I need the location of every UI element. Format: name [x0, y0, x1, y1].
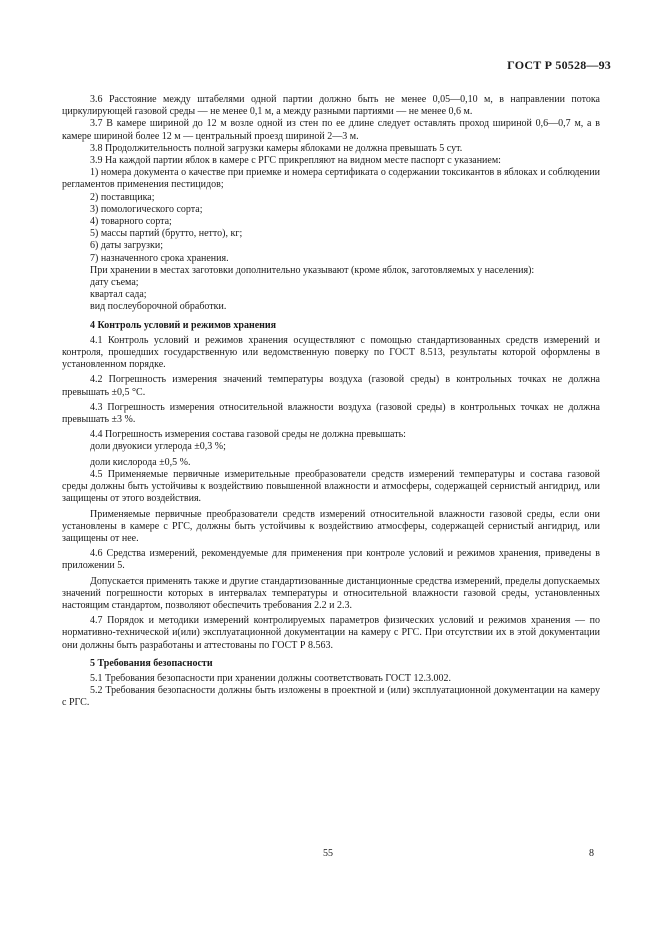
clause-5-2: 5.2 Требования безопасности должны быть изложены в проектной и (или) эксплуатационной документации на камеру с РГС.	[62, 685, 600, 709]
clause-4-6-cont: Допускается применять также и другие стандартизованные дистанционные средства измерений, пределы допускаемых значений погрешности которых в интервалах температуры и относительной влажности газовой среды, установленных настоящим стандартом, позволяют обеспечить требования 2.2 и 2.3.	[62, 575, 600, 611]
clause-4-7: 4.7 Порядок и методики измерений контролируемых параметров физических условий и режимов хранения — по нормативно-технической и(или) эксплуатационной документации на камеру с РГС. При отсутствии их в этой документации они должны быть разработаны и аттестованы по ГОСТ Р 8.563.	[62, 615, 600, 651]
page-number: 55	[323, 848, 333, 859]
additional-item-orchard-block: квартал сада;	[90, 289, 147, 301]
clause-3-9: 3.9 На каждой партии яблок в камере с РГС прикрепляют на видном месте паспорт с указанием:	[90, 155, 501, 167]
additional-item-treatment: вид послеуборочной обработки.	[90, 301, 227, 313]
list-item-7: 7) назначенного срока хранения.	[90, 252, 229, 264]
section-4-title: 4 Контроль условий и режимов хранения	[90, 319, 277, 331]
list-item-1: 1) номера документа о качестве при приемке и номера сертификата о содержании токсикантов в яблоках и соблюдении регламентов применения пестицидов;	[62, 167, 600, 191]
additional-note: При хранении в местах заготовки дополнительно указывают (кроме яблок, заготовляемых у населения):	[90, 264, 535, 276]
clause-3-7: 3.7 В камере шириной до 12 м возле одной из стен по ее длине следует оставлять проход шириной 0,6—0,7 м, а в камере шириной более 12 м — центральный проезд шириной 2—3 м.	[62, 118, 600, 142]
clause-4-3: 4.3 Погрешность измерения относительной влажности воздуха (газовой среды) в контрольных точках не должна превышать ±3 %.	[62, 401, 600, 426]
list-item-2: 2) поставщика;	[90, 191, 155, 203]
document-body	[62, 94, 600, 710]
co2-tolerance: доли двуокиси углерода ±0,3 %;	[90, 441, 226, 453]
clause-4-4: 4.4 Погрешность измерения состава газовой среды не должна превышать:	[90, 429, 406, 441]
list-item-5: 5) массы партий (брутто, нетто), кг;	[90, 228, 243, 240]
sheet-number: 8	[589, 848, 594, 859]
list-item-4: 4) товарного сорта;	[90, 216, 172, 228]
additional-item-harvest-date: дату съема;	[90, 277, 139, 289]
list-item-3: 3) помологического сорта;	[90, 203, 203, 215]
list-item-6: 6) даты загрузки;	[90, 240, 163, 252]
clause-4-1: 4.1 Контроль условий и режимов хранения осуществляют с помощью стандартизованных средств измерений и контроля, прошедших государственную или ведомственную поверку по ГОСТ 8.513, результаты которой оформлены в установленном порядке.	[62, 334, 600, 371]
clause-4-5: 4.5 Применяемые первичные измерительные преобразователи средств измерений температуры и состава газовой среды должны быть устойчивы к воздействию повышенной влажности и атмосферы, содержащей сернистый ангидрид, или защищены от этого воздействия.	[62, 468, 600, 505]
clause-5-1: 5.1 Требования безопасности при хранении должны соответствовать ГОСТ 12.3.002.	[90, 672, 451, 684]
clause-4-5-cont: Применяемые первичные преобразователи средств измерений относительной влажности газовой среды, если они установлены в камере с РГС, должны быть устойчивы к воздействию атмосферы, содержащей сернистый ангидрид, или защищены от нее.	[62, 508, 600, 544]
clause-3-6: 3.6 Расстояние между штабелями одной партии должно быть не менее 0,05—0,10 м, в направлении потока циркулирующей газовой среды — не менее 0,1 м, а между разными партиями — не менее 0,6 м.	[62, 94, 600, 118]
clause-3-8: 3.8 Продолжительность полной загрузки камеры яблоками не должна превышать 5 сут.	[90, 142, 463, 154]
standard-code-header: ГОСТ Р 50528—93	[507, 58, 611, 72]
clause-4-6: 4.6 Средства измерений, рекомендуемые для применения при контроле условий и режимов хранения, приведены в приложении 5.	[62, 548, 600, 572]
section-5-title: 5 Требования безопасности	[90, 657, 213, 669]
o2-tolerance: доли кислорода ±0,5 %.	[90, 456, 191, 468]
clause-4-2: 4.2 Погрешность измерения значений температуры воздуха (газовой среды) в контрольных точках не должна превышать ±0,5 °С.	[62, 374, 600, 398]
